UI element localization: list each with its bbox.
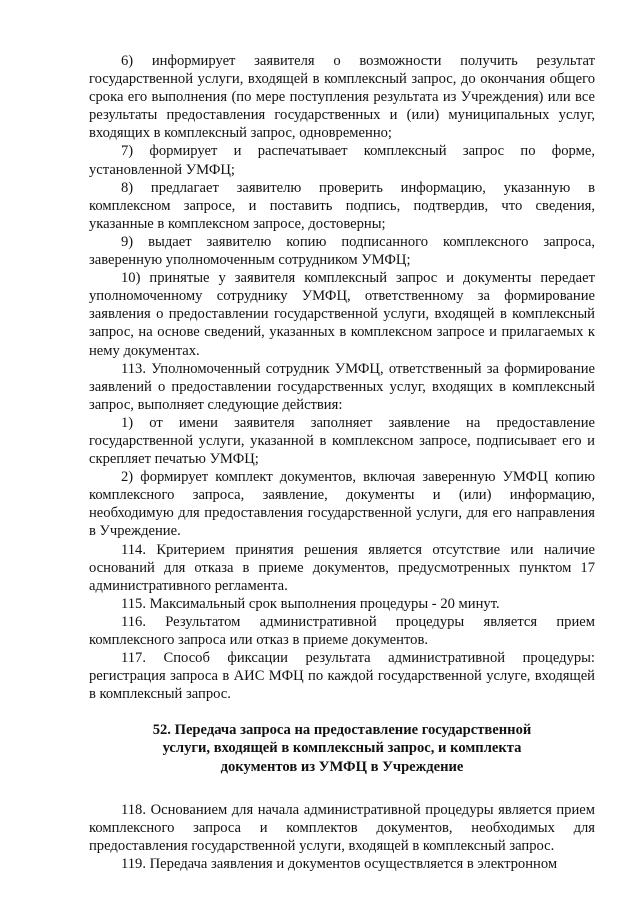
paragraph-item-9: 9) выдает заявителю копию подписанного комплексного запроса, заверенную уполномоченным сотрудником УМФЦ; [89, 233, 595, 269]
paragraph-113-item-1: 1) от имени заявителя заполняет заявление на предоставление государственной услуги, указанной в комплексном запросе, подписывает его и скрепляет печатью УМФЦ; [89, 414, 595, 468]
document-page [89, 52, 595, 873]
paragraph-119: 119. Передача заявления и документов осуществляется в электронном [121, 855, 558, 872]
paragraph-115: 115. Максимальный срок выполнения процедуры - 20 минут. [121, 595, 500, 612]
paragraph-item-8: 8) предлагает заявителю проверить информацию, указанную в комплексном запросе, и поставить подпись, подтвердив, что сведения, указанные в комплексном запросе, достоверны; [89, 179, 595, 232]
paragraph-113: 113. Уполномоченный сотрудник УМФЦ, ответственный за формирование заявлений о предоставлении государственных услуг, входящих в комплексный запрос, выполняет следующие действия: [89, 360, 595, 413]
paragraph-113-item-2: 2) формирует комплект документов, включая заверенную УМФЦ копию комплексного запроса, заявление, документы и (или) информацию, необходимую для предоставления государственной услуги, для его направления в Учреждение. [89, 469, 595, 540]
paragraph-118: 118. Основанием для начала административной процедуры является прием комплексного запроса и комплектов документов, необходимых для предоставления государственной услуги, входящей в комплексный запрос. [89, 801, 595, 854]
paragraph-item-10: 10) принятые у заявителя комплексный запрос и документы передает уполномоченному сотруднику УМФЦ, ответственному за формирование заявления о предоставлении государственной услуги, входящей в комплексный запрос, на основе сведений, указанных в комплексном запросе и прилагаемых к нему документах. [89, 270, 595, 359]
paragraph-117: 117. Способ фиксации результата административной процедуры: регистрация запроса в АИС МФЦ по каждой государственной услуге, входящей в комплексный запрос. [89, 650, 595, 703]
paragraph-114: 114. Критерием принятия решения является отсутствие или наличие оснований для отказа в приеме документов, предусмотренных пунктом 17 административного регламента. [89, 541, 595, 594]
section-heading-line-3: документов из УМФЦ в Учреждение [220, 758, 464, 775]
paragraph-item-7: 7) формирует и распечатывает комплексный запрос по форме, установленной УМФЦ; [89, 143, 595, 178]
paragraph-item-6: 6) информирует заявителя о возможности получить результат государственной услуги, входящей в комплексный запрос, до окончания общего срока его выполнения (по мере поступления результата из Учреждения) или все результаты предоставления государственных и (или) муниципальных услуг, входящих в комплексный запрос, одновременно; [89, 53, 595, 142]
section-heading-line-2: услуги, входящей в комплексный запрос, и комплекта [162, 740, 522, 757]
paragraph-116: 116. Результатом административной процедуры является прием комплексного запроса или отказ в приеме документов. [89, 613, 595, 648]
section-heading-line-1: 52. Передача запроса на предоставление государственной [152, 722, 532, 739]
section-heading [113, 721, 571, 775]
